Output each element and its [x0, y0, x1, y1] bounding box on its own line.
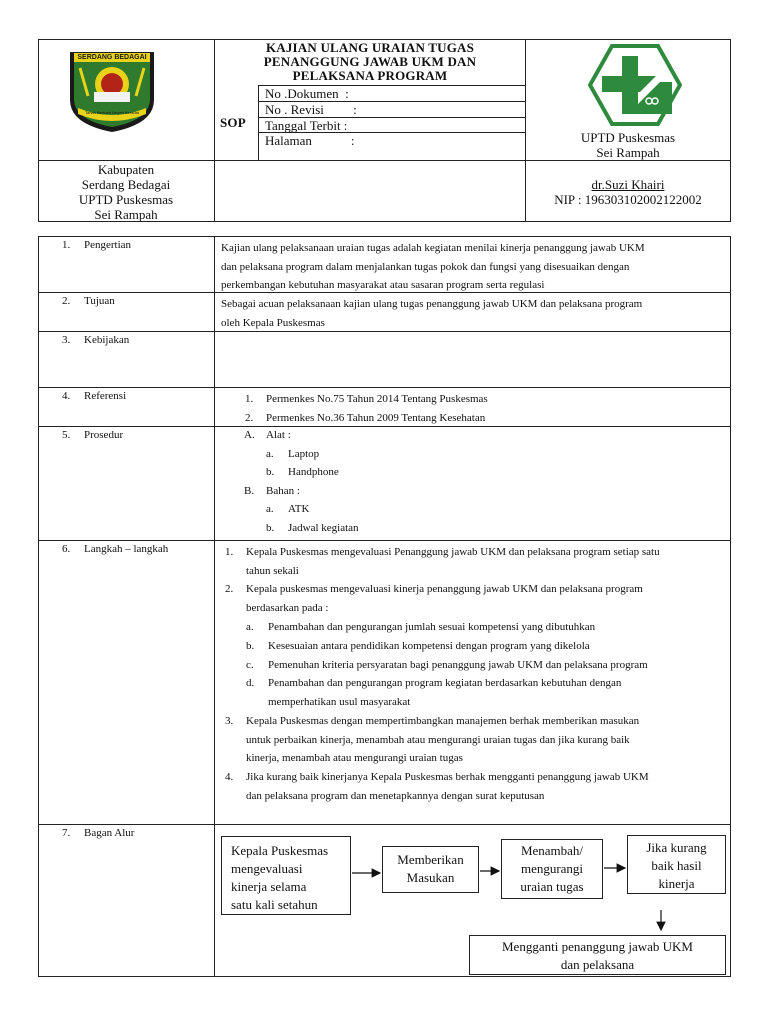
substep-num: d.: [246, 677, 255, 689]
step-line: Kepala Puskesmas mengevaluasi Penanggung jawab UKM dan pelaksana program setiap satu: [246, 546, 660, 558]
pengertian-text: [221, 239, 727, 295]
substep-text: Penambahan dan pengurangan jumlah sesuai kompetensi yang dibutuhkan: [268, 621, 596, 633]
step-line: memperhatikan usul masyarakat: [268, 695, 411, 708]
puskesmas-logo: [588, 44, 682, 126]
label-langkah: [62, 543, 169, 556]
step-line: tahun sekali: [246, 564, 299, 577]
flow-box-kinerja: [627, 835, 726, 894]
flow-line: mengurangi: [520, 861, 584, 876]
logo-title: SERDANG BEDAGAI: [77, 54, 147, 61]
step-text: [246, 543, 660, 580]
label: Langkah – langkah: [84, 543, 169, 555]
step-line: untuk perbaikan kinerja, menambah atau mengurangi uraian tugas dan jika kurang baik: [246, 733, 630, 746]
referensi-item: [221, 409, 727, 428]
step-line: berdasarkan pada :: [246, 601, 329, 614]
step-text: [246, 580, 643, 617]
left-line-4: Sei Rampah: [94, 207, 158, 222]
title-line-2: PENANGGUNG JAWAB UKM DAN: [263, 54, 477, 69]
num: 5.: [62, 429, 71, 441]
flow-line: Menambah/: [520, 843, 584, 858]
flow-line: satu kali setahun: [231, 897, 318, 912]
substep-num: b.: [246, 640, 255, 652]
title-line-1: KAJIAN ULANG URAIAN TUGAS: [265, 40, 475, 55]
num: 7.: [62, 827, 71, 839]
flow-box-evaluate: [221, 836, 351, 915]
pengertian-line: dan pelaksana program dalam menjalankan tugas pokok dan fungsi yang disesuaikan dengan: [221, 260, 630, 273]
label-tujuan: [62, 295, 115, 308]
substep-text: [268, 674, 621, 711]
group-num: B.: [244, 485, 255, 497]
group-num: A.: [244, 429, 255, 441]
num: 2.: [62, 295, 71, 307]
item-text: Laptop: [288, 448, 320, 460]
field-no-revisi: No . Revisi :: [265, 102, 357, 117]
document-title: [215, 41, 525, 83]
label-pengertian: [62, 239, 132, 252]
label: Kebijakan: [84, 334, 130, 346]
field-no-dokumen: No .Dokumen :: [265, 86, 349, 101]
flow-line: Memberikan: [397, 852, 464, 867]
org-line-1: UPTD Puskesmas: [580, 130, 676, 145]
left-line-2: Serdang Bedagai: [81, 177, 171, 192]
signer-name: dr.Suzi Khairi: [591, 177, 665, 192]
substep-text: Kesesuaian antara pendidikan kompetensi dengan program yang dikelola: [268, 640, 590, 652]
flow-line: Kepala Puskesmas: [231, 843, 329, 858]
step-num: 1.: [225, 546, 234, 558]
step-text: [246, 768, 649, 805]
org-name: [526, 130, 730, 160]
num: 3.: [62, 334, 71, 346]
flow-line: Mengganti penanggung jawab UKM: [502, 939, 693, 954]
signer-nip: NIP : 196303102002122002: [554, 192, 702, 207]
flow-box-menambah: [501, 839, 603, 899]
serdang-bedagai-logo: [66, 48, 158, 134]
field-tanggal-terbit: Tanggal Terbit :: [265, 118, 348, 133]
step-line: kinerja, menambah atau mengurangi uraian tugas: [246, 752, 463, 765]
tujuan-line: oleh Kepala Puskesmas: [221, 316, 325, 329]
item-text: Jadwal kegiatan: [288, 522, 359, 534]
flow-line: dan pelaksana: [560, 957, 635, 972]
item-num: 1.: [245, 393, 254, 405]
referensi-item: [221, 390, 727, 409]
step-num: 3.: [225, 715, 234, 727]
item-num: a.: [266, 448, 274, 460]
num: 1.: [62, 239, 71, 251]
step-num: 2.: [225, 583, 234, 595]
label-referensi: [62, 390, 127, 403]
step-line: Kepala puskesmas mengevaluasi kinerja penanggung jawab UKM dan pelaksana program: [246, 583, 643, 595]
label-bagan: [62, 827, 135, 840]
label-kebijakan: [62, 334, 130, 347]
label-prosedur: [62, 429, 124, 442]
item-text: Permenkes No.75 Tahun 2014 Tentang Puskesmas: [266, 393, 488, 405]
flow-line: mengevaluasi: [231, 861, 303, 876]
left-org-block: [38, 162, 214, 222]
org-line-2: Sei Rampah: [596, 145, 660, 160]
left-line-1: Kabupaten: [97, 162, 155, 177]
tujuan-text: [221, 295, 727, 332]
pengertian-line: Kajian ulang pelaksanaan uraian tugas adalah kegiatan menilai kinerja penanggung jawab UKM: [221, 242, 645, 254]
substep-text: Pemenuhan kriteria persyaratan bagi penanggung jawab UKM dan pelaksana program: [268, 659, 648, 671]
item-text: Handphone: [288, 466, 339, 478]
group-text: Bahan :: [266, 485, 300, 497]
signer-block: [526, 177, 730, 207]
logo-motto: Tanah Bertuah Negeri Beradat: [84, 110, 140, 115]
step-text: [246, 712, 639, 768]
label: Prosedur: [84, 429, 124, 441]
item-num: a.: [266, 503, 274, 515]
substep-num: a.: [246, 621, 254, 633]
flow-line: kinerja: [658, 876, 695, 891]
referensi-list: [221, 390, 727, 428]
flow-box-masukan: [382, 846, 479, 893]
item-text: Permenkes No.36 Tahun 2009 Tentang Kesehatan: [266, 412, 486, 424]
group-text: Alat :: [266, 429, 291, 441]
num: 6.: [62, 543, 71, 555]
step-num: 4.: [225, 771, 234, 783]
field-halaman: Halaman :: [265, 133, 355, 148]
left-line-3: UPTD Puskesmas: [78, 192, 174, 207]
sop-label: SOP: [220, 115, 246, 130]
flow-line: Masukan: [406, 870, 455, 885]
flow-line: uraian tugas: [520, 879, 584, 894]
item-num: 2.: [245, 412, 254, 424]
flow-line: Jika kurang: [646, 840, 707, 855]
item-text: ATK: [288, 503, 310, 515]
flow-line: baik hasil: [651, 858, 702, 873]
step-line: dan pelaksana program dan menetapkannya dengan surat keputusan: [246, 789, 545, 802]
step-line: Kepala Puskesmas dengan mempertimbangkan manajemen berhak memberikan masukan: [246, 715, 640, 727]
item-num: b.: [266, 522, 275, 534]
num: 4.: [62, 390, 71, 402]
label: Referensi: [84, 390, 127, 402]
pengertian-line: perkembangan kebutuhan masyarakat atau sasaran program serta regulasi: [221, 279, 545, 291]
step-line: Penambahan dan pengurangan program kegiatan berdasarkan kebutuhan dengan: [268, 677, 622, 689]
label: Tujuan: [84, 295, 115, 307]
flow-line: kinerja selama: [231, 879, 307, 894]
flow-box-mengganti: [469, 935, 726, 975]
item-num: b.: [266, 466, 275, 478]
substep-num: c.: [246, 659, 254, 671]
tujuan-line: Sebagai acuan pelaksanaan kajian ulang tugas penanggung jawab UKM dan pelaksana program: [221, 298, 643, 310]
step-line: Jika kurang baik kinerjanya Kepala Puskesmas berhak mengganti penanggung jawab UKM: [246, 771, 649, 783]
label: Bagan Alur: [84, 827, 135, 839]
label: Pengertian: [84, 239, 132, 251]
title-line-3: PELAKSANA PROGRAM: [292, 68, 448, 83]
